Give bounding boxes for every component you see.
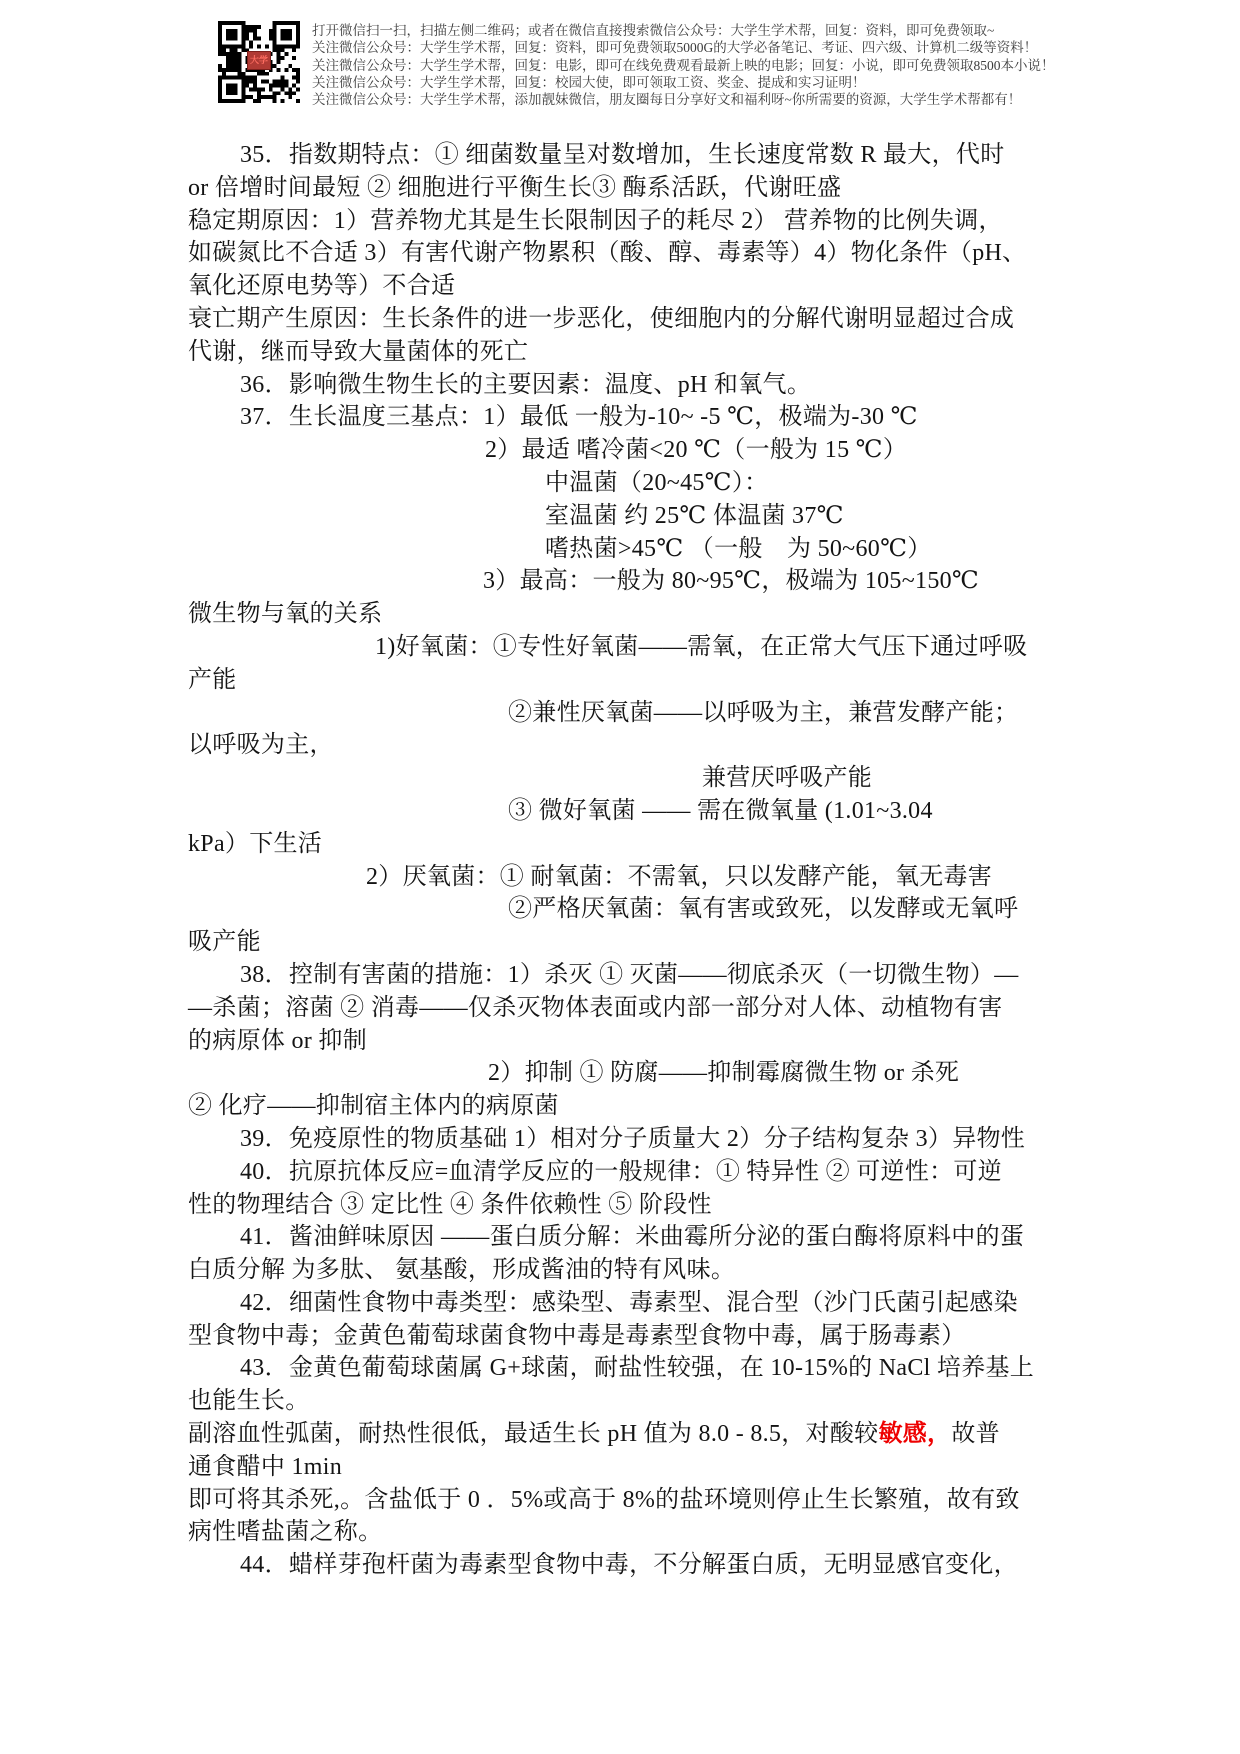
text-line — [188, 1320, 1118, 1353]
text-line — [188, 598, 1118, 631]
promo-line: 关注微信公众号：大学生学术帮，添加靓妹微信，朋友圈每日分享好文和福利呀~你所需要的资源，大学生学术帮都有！ — [312, 92, 1022, 108]
text-run: 的病原体 or 抑制 — [188, 1027, 367, 1054]
text-line — [188, 631, 1118, 664]
text-line — [188, 369, 1118, 402]
text-line — [188, 565, 1118, 598]
text-line — [188, 1123, 1118, 1156]
text-line — [188, 828, 1118, 861]
document-body — [188, 139, 1118, 1582]
text-run: ②严格厌氧菌：氧有害或致死，以发酵或无氧呼 — [508, 896, 1019, 923]
text-run: 2）抑制 ① 防腐——抑制霉腐微生物 or 杀死 — [488, 1060, 960, 1087]
text-run: 衰亡期产生原因：生长条件的进一步恶化，使细胞内的分解代谢明显超过合成 — [188, 305, 1015, 332]
text-line — [188, 1549, 1118, 1582]
text-line — [188, 303, 1118, 336]
text-line — [188, 434, 1118, 467]
promo-line: 关注微信公众号：大学生学术帮，回复：资料，即可免费领取5000G的大学必备笔记、考证、四六级、计算机二级等资料！ — [312, 40, 1038, 56]
text-line — [188, 992, 1118, 1025]
text-line — [188, 336, 1118, 369]
text-run: 也能生长。 — [188, 1388, 310, 1415]
text-line — [188, 1418, 1118, 1451]
text-run: 白质分解 为多肽、 氨基酸，形成酱油的特有风味。 — [188, 1257, 736, 1284]
promo-line: 关注微信公众号：大学生学术帮，回复：校园大使，即可领取工资、奖金、提成和实习证明！ — [312, 74, 866, 90]
text-run: 产能 — [188, 666, 237, 693]
text-run: or 倍增时间最短 ② 细胞进行平衡生长③ 酶系活跃，代谢旺盛 — [188, 174, 842, 201]
text-run: 42．细菌性食物中毒类型：感染型、毒素型、混合型（沙门氏菌引起感染 — [240, 1289, 1018, 1316]
text-line — [188, 1254, 1118, 1287]
text-line — [188, 1516, 1118, 1549]
text-run: 通食醋中 1min — [188, 1453, 343, 1480]
text-line — [188, 172, 1118, 205]
text-run: 氧化还原电势等）不合适 — [188, 273, 456, 300]
text-run: 微生物与氧的关系 — [188, 601, 383, 628]
text-line — [188, 237, 1118, 270]
text-run: 稳定期原因：1）营养物尤其是生长限制因子的耗尽 2） 营养物的比例失调， — [188, 207, 1003, 234]
text-run: 38．控制有害菌的措施：1）杀灭 ① 灭菌——彻底杀灭（一切微生物）— — [240, 961, 1019, 988]
qr-code — [218, 20, 300, 104]
text-line — [188, 1451, 1118, 1484]
highlighted-text: 敏感， — [878, 1421, 952, 1448]
text-run: 故普 — [951, 1421, 1000, 1448]
text-line — [188, 1385, 1118, 1418]
text-line — [188, 664, 1118, 697]
promo-line: 关注微信公众号：大学生学术帮，回复：电影，即可在线免费观看最新上映的电影；回复：小说，即可免费领取8500本小说！ — [312, 57, 1055, 73]
text-run: 嗜热菌>45℃ （一般 为 50~60℃） — [545, 535, 932, 562]
text-line — [188, 533, 1118, 566]
text-line — [188, 795, 1118, 828]
text-line — [188, 205, 1118, 238]
text-run: ② 化疗——抑制宿主体内的病原菌 — [188, 1093, 559, 1120]
text-run: 室温菌 约 25℃ 体温菌 37℃ — [545, 502, 844, 529]
text-run: 36．影响微生物生长的主要因素：温度、pH 和氧气。 — [240, 371, 812, 398]
text-run: 吸产能 — [188, 929, 261, 956]
text-run: 代谢，继而导致大量菌体的死亡 — [188, 338, 529, 365]
text-run: 39．免疫原性的物质基础 1）相对分子质量大 2）分子结构复杂 3）异物性 — [240, 1125, 1026, 1152]
promo-header — [218, 20, 1055, 108]
text-line — [188, 1484, 1118, 1517]
text-run: 2）厌氧菌：① 耐氧菌：不需氧，只以发酵产能，氧无毒害 — [366, 863, 993, 890]
text-line — [188, 500, 1118, 533]
text-line — [188, 139, 1118, 172]
text-run: 1)好氧菌：①专性好氧菌——需氧，在正常大气压下通过呼吸 — [375, 633, 1028, 660]
text-line — [188, 1025, 1118, 1058]
text-line — [188, 893, 1118, 926]
text-line — [188, 467, 1118, 500]
text-run: 型食物中毒；金黄色葡萄球菌食物中毒是毒素型食物中毒，属于肠毒素） — [188, 1322, 966, 1349]
text-run: 病性嗜盐菌之称。 — [188, 1519, 383, 1546]
text-line — [188, 1221, 1118, 1254]
text-run: 以呼吸为主， — [188, 732, 334, 759]
text-line — [188, 1352, 1118, 1385]
text-run: 副溶血性弧菌，耐热性很低，最适生长 pH 值为 8.0 - 8.5，对酸较 — [188, 1421, 879, 1448]
text-run: 43．金黄色葡萄球菌属 G+球菌，耐盐性较强，在 10-15%的 NaCl 培养基上 — [240, 1355, 1035, 1382]
text-line — [188, 959, 1118, 992]
text-line — [188, 697, 1118, 730]
text-run: 即可将其杀死,。含盐低于 0 ．5%或高于 8%的盐环境则停止生长繁殖，故有致 — [188, 1486, 1020, 1513]
text-run: 性的物理结合 ③ 定比性 ④ 条件依赖性 ⑤ 阶段性 — [188, 1191, 712, 1218]
qr-center-logo: 大学 — [247, 51, 271, 70]
text-line — [188, 926, 1118, 959]
text-line — [188, 1189, 1118, 1222]
text-run: ②兼性厌氧菌——以呼吸为主，兼营发酵产能； — [508, 699, 1019, 726]
text-line — [188, 270, 1118, 303]
text-run: 35．指数期特点：① 细菌数量呈对数增加，生长速度常数 R 最大，代时 — [240, 142, 1005, 168]
text-line — [188, 1156, 1118, 1189]
text-run: 3）最高：一般为 80~95℃，极端为 105~150℃ — [483, 568, 980, 595]
text-run: 兼营厌呼吸产能 — [702, 765, 873, 792]
text-run: kPa）下生活 — [188, 830, 323, 857]
text-line — [188, 762, 1118, 795]
text-line — [188, 1287, 1118, 1320]
text-run: —杀菌；溶菌 ② 消毒——仅杀灭物体表面或内部一部分对人体、动植物有害 — [188, 994, 1003, 1021]
promo-line: 打开微信扫一扫，扫描左侧二维码；或者在微信直接搜索微信公众号：大学生学术帮，回复：资料，即可免费领取~ — [312, 23, 995, 38]
text-run: 37．生长温度三基点：1）最低 一般为-10~ -5 ℃，极端为-30 ℃ — [240, 404, 918, 431]
text-line — [188, 401, 1118, 434]
text-run: 中温菌（20~45℃）： — [545, 469, 769, 496]
text-run: 44．蜡样芽孢杆菌为毒素型食物中毒，不分解蛋白质，无明显感官变化， — [240, 1552, 1018, 1579]
text-line — [188, 1057, 1118, 1090]
text-line — [188, 729, 1118, 762]
text-run: 41．酱油鲜味原因 ——蛋白质分解：米曲霉所分泌的蛋白酶将原料中的蛋 — [240, 1224, 1025, 1251]
text-run: ③ 微好氧菌 —— 需在微氧量 (1.01~3.04 — [508, 797, 933, 824]
text-line — [188, 861, 1118, 894]
text-run: 40．抗原抗体反应=血清学反应的一般规律：① 特异性 ② 可逆性：可逆 — [240, 1158, 1003, 1185]
text-run: 如碳氮比不合适 3）有害代谢产物累积（酸、醇、毒素等）4）物化条件（pH、 — [188, 240, 1027, 267]
text-run: 2）最适 嗜冷菌<20 ℃（一般为 15 ℃） — [485, 437, 908, 464]
promo-text-block — [312, 20, 1055, 108]
text-line — [188, 1090, 1118, 1123]
